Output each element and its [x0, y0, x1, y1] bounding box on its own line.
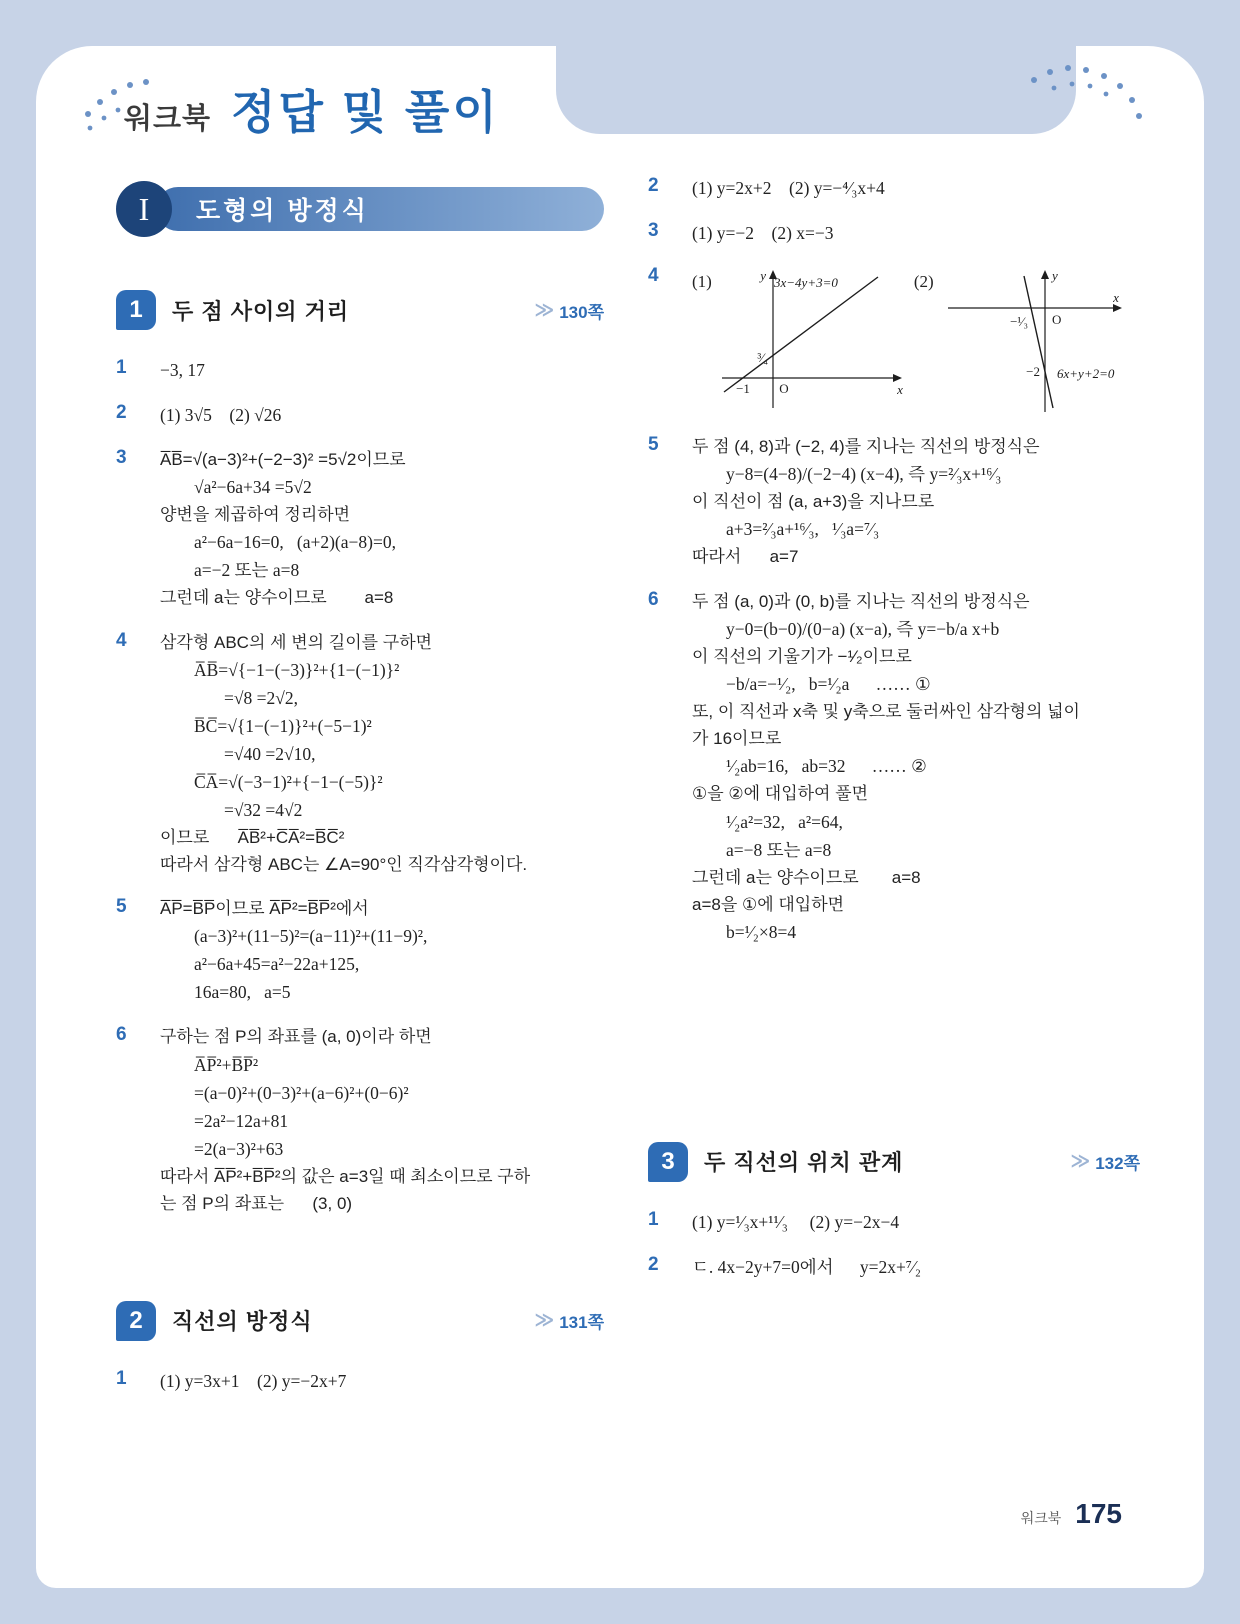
section-title: 두 직선의 위치 관계: [704, 1150, 904, 1176]
graph-equation-label: 6x+y+2=0: [1056, 366, 1115, 381]
solution-line: −b/a=−¹⁄₂, b=¹⁄₂a …… ①: [726, 673, 931, 694]
section-page-ref: [534, 1308, 604, 1333]
solution-item: [116, 446, 604, 612]
solution-line: (1) y=−2 (2) x=−3: [692, 223, 834, 243]
solution-line: y−0=(b−0)/(0−a) (x−a), 즉 y=−b/a x+b: [726, 618, 1000, 639]
solution-line: 가 16이므로: [692, 729, 782, 749]
solution-number: 6: [116, 1024, 127, 1046]
solution-line: =(a−0)²+(0−3)²+(a−6)²+(0−6)²: [194, 1082, 409, 1103]
solution-number: 3: [648, 220, 659, 241]
x-axis-label: x: [1112, 290, 1119, 305]
solution-line: =√8 =2√2,: [224, 687, 298, 708]
solution-line: 두 점 (a, 0)과 (0, b)를 지나는 직선의 방정식은: [692, 591, 1030, 611]
page-ref-text: 131쪽: [559, 1313, 604, 1333]
solution-item: [648, 264, 1140, 416]
solution-body: [160, 356, 604, 384]
solution-body: [160, 1023, 604, 1217]
solution-line: 삼각형 ABC의 세 변의 길이를 구하면: [160, 632, 433, 652]
solution-number: 4: [116, 629, 127, 651]
solution-line: 구하는 점 P의 좌표를 (a, 0)이라 하면: [160, 1027, 432, 1047]
section-title: 두 점 사이의 거리: [172, 298, 350, 324]
solution-line: −3, 17: [160, 360, 205, 380]
solution-body: [692, 219, 1140, 247]
section-heading-1: [116, 290, 604, 330]
section-heading-2: [116, 1301, 604, 1341]
x-intercept-label: −¹⁄₃: [1009, 314, 1028, 329]
page-title: 정답 및 풀이: [231, 86, 500, 138]
section-page-ref: [534, 298, 604, 323]
solution-line: a=−8 또는 a=8: [726, 839, 832, 860]
y-axis-label: y: [760, 268, 766, 283]
solution-body: [692, 174, 1140, 202]
page-content: [36, 142, 1204, 1412]
page-header: [36, 46, 1204, 142]
solution-body: [160, 629, 604, 879]
page-ref-text: 130쪽: [559, 302, 604, 322]
solution-line: =2a²−12a+81: [194, 1110, 289, 1131]
solution-body: [160, 1367, 604, 1395]
section-page-ref: [1070, 1149, 1140, 1174]
x-intercept-label: −1: [735, 381, 750, 396]
solution-item: [116, 1023, 604, 1217]
solution-body: [692, 433, 1140, 571]
solution-item: [116, 1367, 604, 1395]
solution-line: ¹⁄₂a²=32, a²=64,: [726, 811, 843, 832]
solution-line: 두 점 (4, 8)과 (−2, 4)를 지나는 직선의 방정식은: [692, 437, 1040, 456]
solution-number: 2: [648, 175, 659, 196]
y-axis-arrow-icon: [1041, 270, 1049, 279]
solution-line: A̅P̅=B̅P̅이므로 A̅P̅²=B̅P̅²에서: [160, 899, 369, 919]
solution-item: [116, 356, 604, 384]
page-ref-text: 132쪽: [1095, 1154, 1140, 1174]
solution-number: 6: [648, 588, 659, 610]
solution-number: 4: [648, 265, 659, 286]
solution-line: (a−3)²+(11−5)²=(a−11)²+(11−9)²,: [194, 926, 428, 947]
x-axis-arrow-icon: [1113, 304, 1122, 312]
solution-item: [116, 629, 604, 879]
solution-number: 1: [116, 1367, 127, 1389]
solution-line: 양변을 제곱하여 정리하면: [160, 505, 351, 525]
solution-item: [648, 219, 1140, 247]
solution-item: [648, 588, 1140, 946]
solution-line: 그런데 a는 양수이므로 a=8: [160, 588, 394, 608]
solution-line: C̅A̅=√(−3−1)²+{−1−(−5)}²: [194, 771, 383, 792]
solution-number: 3: [116, 447, 127, 468]
solution-line: =2(a−3)²+63: [194, 1138, 284, 1159]
solution-body: [692, 264, 1140, 416]
x-axis-arrow-icon: [893, 374, 902, 382]
section-number: 3: [648, 1142, 688, 1182]
solution-line: 또, 이 직선과 x축 및 y축으로 둘러싸인 삼각형의 넓이: [692, 701, 1080, 721]
chapter-title: 도형의 방정식: [156, 187, 604, 231]
solution-line: b=¹⁄₂×8=4: [726, 921, 797, 942]
solution-line: (1) 3√5 (2) √26: [160, 405, 282, 425]
right-column: [648, 158, 1140, 1412]
solution-body: [160, 446, 604, 612]
solution-item: [116, 401, 604, 429]
solution-line: =√40 =2√10,: [224, 743, 316, 764]
solution-line: 이 직선이 점 (a, a+3)을 지나므로: [692, 492, 935, 512]
section-number: 1: [116, 290, 156, 330]
solution-number: 2: [116, 402, 127, 423]
solution-line: 따라서 삼각형 ABC는 ∠A=90°인 직각삼각형이다.: [160, 854, 528, 874]
solution-line: A̅B̅=√{−1−(−3)}²+{1−(−1)}²: [194, 659, 400, 680]
solution-line: a=8을 ①에 대입하면: [692, 894, 845, 914]
solution-line: A̅P̅²+B̅P̅²: [194, 1054, 259, 1075]
solution-line: ¹⁄₂ab=16, ab=32 …… ②: [726, 756, 927, 777]
y-intercept-label: −2: [1025, 364, 1040, 379]
workbook-page: [36, 46, 1204, 1588]
y-intercept-label: ³⁄₄: [757, 350, 768, 365]
graph-line-equation-2: [940, 266, 1130, 416]
solution-line: ①을 ②에 대입하여 풀면: [692, 784, 869, 804]
graph-line-equation-1: [718, 266, 908, 416]
solution-line: (1) y=¹⁄₃x+¹¹⁄₃ (2) y=−2x−4: [692, 1211, 900, 1232]
solution-body: [160, 401, 604, 429]
solution-line: y−8=(4−8)/(−2−4) (x−4), 즉 y=²⁄₃x+¹⁶⁄₃: [726, 464, 1002, 485]
chapter-numeral: I: [116, 181, 172, 237]
solution-number: 5: [648, 434, 659, 455]
section-heading-3: [648, 1142, 1140, 1182]
graph-label: (2): [913, 272, 934, 291]
solution-line: 는 점 P의 좌표는 (3, 0): [160, 1193, 353, 1213]
solution-number: 1: [116, 357, 127, 378]
x-axis-label: x: [896, 382, 903, 397]
solution-line: B̅C̅=√{1−(−1)}²+(−5−1)²: [194, 715, 372, 736]
solution-item: [648, 433, 1140, 571]
solution-line: A̅B̅=√(a−3)²+(−2−3)² =5√2이므로: [160, 450, 406, 469]
solution-item: [648, 1253, 1140, 1281]
graph-equation-label: 3x−4y+3=0: [773, 275, 838, 290]
solution-number: 1: [648, 1208, 659, 1230]
footer-workbook-label: 워크북: [1020, 1510, 1062, 1526]
section-number: 2: [116, 1301, 156, 1341]
graph-label: (1): [692, 272, 712, 291]
solution-number: 5: [116, 896, 127, 918]
solution-line: 그런데 a는 양수이므로 a=8: [692, 867, 921, 887]
solution-body: [692, 1208, 1140, 1236]
solution-line: 이 직선의 기울기가 −¹⁄₂이므로: [692, 646, 912, 666]
y-axis-label: y: [1051, 268, 1058, 283]
solution-line: a=−2 또는 a=8: [194, 560, 300, 581]
solution-item: [648, 174, 1140, 202]
chapter-banner: [116, 180, 604, 238]
solution-line: a+3=²⁄₃a+¹⁶⁄₃, ¹⁄₃a=⁷⁄₃: [726, 519, 880, 540]
solution-line: a²−6a−16=0, (a+2)(a−8)=0,: [194, 532, 396, 553]
footer-page-number: 175: [1075, 1498, 1122, 1529]
solution-line: 16a=80, a=5: [194, 982, 291, 1003]
origin-label: O: [1051, 312, 1062, 327]
origin-label: O: [779, 381, 789, 396]
workbook-brand-label: 워크북: [124, 103, 212, 135]
solution-item: [648, 1208, 1140, 1236]
solution-body: [692, 1253, 1140, 1281]
solution-line: 따라서 A̅P̅²+B̅P̅²의 값은 a=3일 때 최소이므로 구하: [160, 1166, 531, 1186]
page-ref-chevron-icon: ≫: [534, 1310, 555, 1332]
solution-line: a²−6a+45=a²−22a+125,: [194, 954, 360, 975]
solution-line: (1) y=3x+1 (2) y=−2x+7: [160, 1370, 347, 1391]
solution-number: 2: [648, 1253, 659, 1275]
solution-line: √a²−6a+34 =5√2: [194, 477, 312, 498]
solution-line: ㄷ. 4x−2y+7=0에서 y=2x+⁷⁄₂: [692, 1256, 921, 1277]
solution-line: 따라서 a=7: [692, 547, 799, 567]
graphs: [692, 266, 1140, 416]
page-ref-chevron-icon: ≫: [534, 299, 555, 321]
solution-line: 이므로 A̅B̅²+C̅A̅²=B̅C̅²: [160, 827, 345, 847]
page-footer: [1021, 1498, 1122, 1530]
solution-body: [160, 895, 604, 1006]
section-title: 직선의 방정식: [172, 1309, 313, 1335]
solution-line: (1) y=2x+2 (2) y=−⁴⁄₃x+4: [692, 178, 885, 198]
solution-item: [116, 895, 604, 1006]
solution-line: =√32 =4√2: [224, 799, 303, 820]
left-column: [116, 158, 604, 1412]
solution-body: [692, 588, 1140, 946]
page-ref-chevron-icon: ≫: [1070, 1151, 1091, 1173]
